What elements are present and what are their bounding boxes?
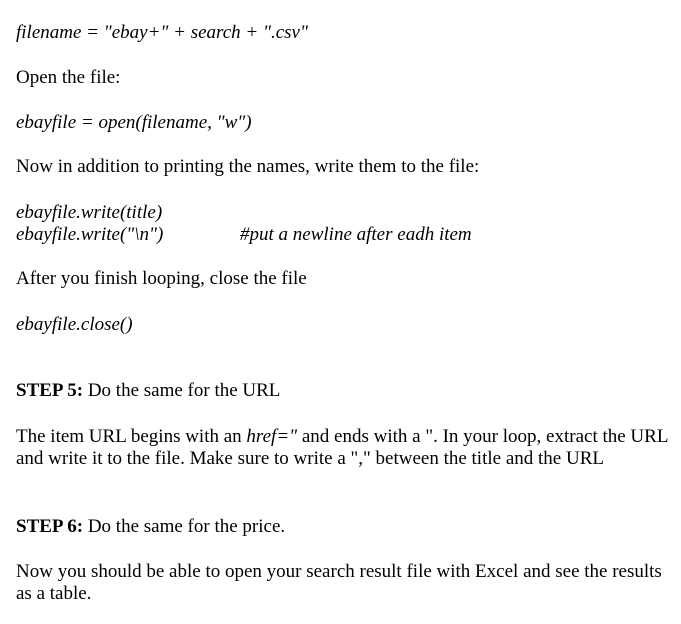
step5-para-end: and ends with a ". In your loop, extract the URL and write it to the file. Make sure to write a "," between the title and the URL: [16, 426, 668, 469]
step5-href-token: href=": [246, 426, 298, 447]
step5-para-start: The item URL begins with an: [16, 426, 247, 447]
code-open-line: ebayfile = open(filename, "w"): [16, 112, 252, 133]
now-in-addition-text: Now in addition to printing the names, write them to the file:: [16, 156, 480, 177]
code-write-newline: ebayfile.write("\n"): [16, 224, 164, 245]
step5-paragraph: [16, 426, 676, 470]
code-filename-line: filename = "ebay+" + search + ".csv": [16, 22, 308, 43]
after-looping-text: After you finish looping, close the file: [16, 268, 307, 289]
step6-title: Do the same for the price.: [83, 516, 286, 537]
step5-heading: [16, 380, 280, 402]
closing-paragraph: Now you should be able to open your search result file with Excel and see the results as a table.: [16, 561, 662, 604]
code-close-line: ebayfile.close(): [16, 314, 133, 335]
code-write-title: ebayfile.write(title): [16, 202, 163, 223]
step5-label: STEP 5:: [16, 380, 84, 401]
code-newline-comment: #put a newline after eadh item: [240, 224, 472, 245]
step5-title: Do the same for the URL: [83, 380, 281, 401]
step6-label: STEP 6:: [16, 516, 84, 537]
open-file-text: Open the file:: [16, 67, 121, 88]
step6-heading: [16, 516, 285, 538]
